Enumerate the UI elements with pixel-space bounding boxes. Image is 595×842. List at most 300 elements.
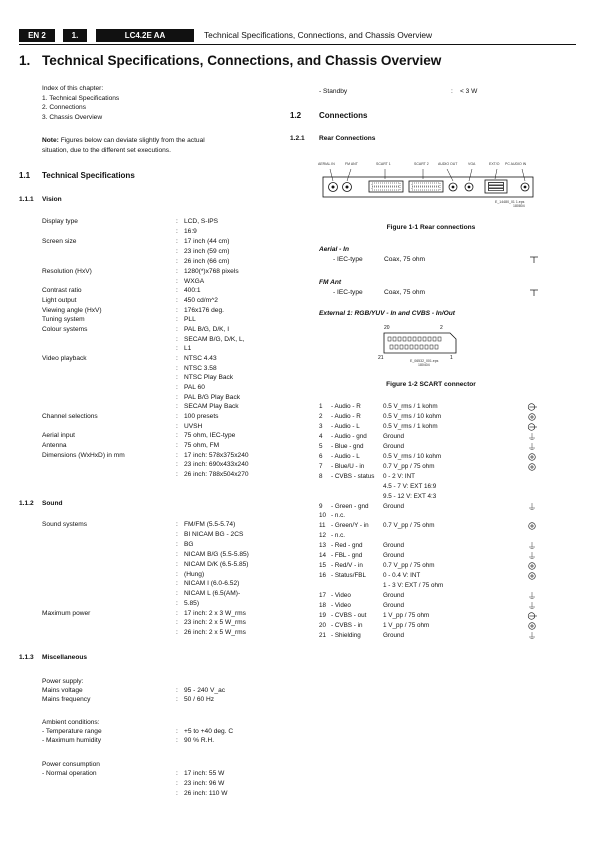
spec-value: 26 inch: 788x504x270	[184, 471, 249, 478]
spec-colon: :	[176, 687, 178, 694]
spec-colon: :	[176, 238, 178, 245]
output-icon	[527, 423, 537, 431]
scart-connector-figure	[378, 325, 468, 375]
spec-colon: :	[176, 728, 178, 735]
pin-signal: - Red/V - in	[331, 562, 363, 570]
spec-label: Ambient conditions:	[42, 719, 100, 726]
spec-colon: :	[176, 297, 178, 304]
spec-value: NICAM L (6.5(AM)-	[184, 590, 241, 597]
spec-value: PAL B/G Play Back	[184, 394, 241, 401]
pin-number: 1	[319, 403, 323, 410]
pin-signal: - n.c.	[331, 512, 345, 520]
ground-icon	[527, 592, 537, 600]
input-icon	[527, 453, 537, 461]
pin-level: Ground	[383, 502, 405, 510]
pin-level: 0.5 V_rms / 1 kohm	[383, 403, 438, 410]
scart-pin-row	[319, 621, 541, 631]
ground-icon	[527, 433, 537, 441]
spec-colon: :	[176, 307, 178, 314]
subsection-title: Vision	[42, 196, 62, 203]
pin-level: 1 - 3 V: EXT / 75 ohm	[383, 582, 444, 590]
spec-colon: :	[176, 336, 178, 343]
misc-row	[0, 695, 300, 705]
spec-colon: :	[176, 590, 178, 597]
ground-icon	[527, 632, 537, 640]
spec-value: 400:1	[184, 287, 201, 294]
scart-pin-label: 2	[440, 325, 443, 331]
spec-value: 17 inch (44 cm)	[184, 238, 230, 245]
pin-number: 21	[319, 631, 327, 639]
scart-pin-row	[319, 462, 541, 472]
spec-colon: :	[176, 258, 178, 265]
spec-label: Tuning system	[42, 316, 85, 323]
spec-colon: :	[176, 551, 178, 558]
spec-label: Mains voltage	[42, 687, 83, 694]
section-number: 1.1	[19, 171, 31, 180]
ground-icon	[527, 503, 537, 511]
spec-label: - Temperature range	[42, 728, 102, 735]
spec-label: Screen size	[42, 238, 77, 245]
misc-row	[0, 769, 300, 779]
scart-pin-row	[319, 551, 541, 561]
scart-pin-row	[319, 601, 541, 611]
pin-number: 11	[319, 522, 326, 530]
spec-row	[0, 470, 300, 480]
spec-value: 1280(*)x768 pixels	[184, 268, 239, 275]
pin-signal: - Blue/U - in	[331, 462, 365, 470]
spec-row	[0, 217, 300, 227]
spec-value: (Hung)	[184, 571, 205, 578]
spec-value: NTSC 3.58	[184, 365, 217, 372]
scart-pin-label: 1	[450, 355, 453, 361]
fm-value: Coax, 75 ohm	[384, 289, 426, 296]
misc-row	[0, 779, 300, 789]
pin-number: 12	[319, 532, 327, 540]
spec-value: +5 to +40 deg. C	[184, 728, 234, 735]
scart-pin-row	[319, 541, 541, 551]
spec-value: 17 inch: 55 W	[184, 770, 225, 777]
spec-colon: :	[176, 610, 178, 617]
spec-value: NTSC Play Back	[184, 374, 234, 381]
pin-level: 9.5 - 12 V: EXT 4:3	[383, 492, 437, 500]
rear-label-aerial: AERIAL IN	[318, 162, 335, 166]
spec-label: Power consumption	[42, 761, 100, 768]
chapter-title: Technical Specifications, Connections, and Chassis Overview	[42, 53, 442, 68]
spec-colon: :	[176, 580, 178, 587]
spec-label: Video playback	[42, 355, 87, 362]
spec-row	[0, 431, 300, 441]
ground-icon	[527, 443, 537, 451]
spec-value: 75 ohm, FM	[184, 442, 220, 449]
index-item: 2. Connections	[42, 104, 86, 111]
spec-colon: :	[176, 413, 178, 420]
spec-value: 450 cd/m^2	[184, 297, 218, 304]
spec-row	[0, 618, 300, 628]
spec-colon: :	[176, 384, 178, 391]
header-rule	[19, 44, 576, 45]
spec-row	[0, 599, 300, 609]
pin-number: 20	[319, 621, 327, 629]
scart-pin-row	[319, 442, 541, 452]
input-icon	[527, 562, 537, 570]
spec-value: NICAM D/K (6.5-5.85)	[184, 561, 249, 568]
antenna-icon	[529, 289, 539, 297]
spec-colon: :	[176, 541, 178, 548]
spec-label: Antenna	[42, 442, 67, 449]
pin-signal: - Green/Y - in	[331, 522, 369, 530]
spec-colon: :	[176, 326, 178, 333]
pin-level: 1 V_pp / 75 ohm	[383, 611, 430, 619]
spec-colon: :	[176, 737, 178, 744]
spec-row	[0, 540, 300, 550]
pin-signal: - Video	[331, 602, 351, 609]
rear-connections-figure	[317, 162, 545, 210]
pin-number: 14	[319, 552, 327, 560]
scart-pin-row	[319, 631, 541, 641]
pin-level: Ground	[383, 631, 405, 639]
spec-colon: :	[176, 268, 178, 275]
spec-value: 5.85)	[184, 600, 200, 607]
scart-pin-row	[319, 591, 541, 601]
fm-desc: - IEC-type	[333, 289, 363, 296]
spec-colon: :	[176, 696, 178, 703]
spec-label: Channel selections	[42, 413, 98, 420]
spec-row	[0, 315, 300, 325]
spec-value: NTSC 4.43	[184, 355, 217, 362]
section-title: Technical Specifications	[42, 171, 135, 180]
figure-code-date: 180804	[513, 204, 525, 208]
pin-level: 1 V_pp / 75 ohm	[383, 621, 430, 629]
pin-number: 18	[319, 602, 327, 609]
spec-value: 17 inch: 578x375x240	[184, 452, 249, 459]
figure-code: E_14480_01 1.eps	[495, 200, 525, 204]
spec-colon: :	[176, 345, 178, 352]
scart-pin-row	[319, 571, 541, 581]
pin-signal: - Audio - L	[331, 422, 360, 430]
section-number: 1.2	[290, 111, 302, 120]
pin-signal: - Audio - R	[331, 412, 361, 420]
spec-row	[0, 628, 300, 638]
spec-label: Maximum power	[42, 610, 91, 617]
spec-row	[0, 267, 300, 277]
spec-row	[0, 227, 300, 237]
scart-pin-row	[319, 561, 541, 571]
pin-level: Ground	[383, 542, 405, 550]
pin-number: 3	[319, 422, 323, 430]
subsection-title: Sound	[42, 500, 63, 507]
pin-level: Ground	[383, 592, 405, 600]
spec-value: PAL B/G, D/K, I	[184, 326, 230, 333]
pin-signal: - Red - gnd	[331, 542, 363, 550]
spec-colon: :	[176, 423, 178, 430]
scart-pin-row	[319, 402, 541, 412]
spec-row	[0, 286, 300, 296]
scart-pin-row	[319, 611, 541, 621]
rear-label-scart1: SCART 1	[376, 162, 391, 166]
pin-signal: - Status/FBL	[331, 572, 366, 580]
page-code-badge: EN 2	[19, 29, 55, 42]
scart-pin-row	[319, 492, 541, 502]
spec-value: 23 inch: 2 x 5 W_rms	[184, 619, 246, 626]
spec-label: Display type	[42, 218, 78, 225]
pin-number: 13	[319, 542, 327, 550]
spec-label: Sound systems	[42, 521, 88, 528]
external-1-title: External 1: RGB/YUV - In and CVBS - In/Out	[319, 310, 455, 317]
spec-value: 95 - 240 V_ac	[184, 687, 226, 694]
spec-colon: :	[176, 432, 178, 439]
spec-value: PAL 60	[184, 384, 205, 391]
pin-number: 7	[319, 462, 323, 470]
pin-signal: - Audio - L	[331, 452, 360, 460]
spec-value: L1	[184, 345, 192, 352]
spec-label: Resolution (HxV)	[42, 268, 92, 275]
scart-pin-row	[319, 482, 541, 492]
pin-level: 0 - 0.4 V: INT	[383, 572, 421, 580]
rear-label-ext: EXT/O	[489, 162, 500, 166]
spec-row	[0, 550, 300, 560]
spec-label: Colour systems	[42, 326, 88, 333]
spec-value: 23 inch: 96 W	[184, 780, 225, 787]
chapter-number-badge: 1.	[63, 29, 87, 42]
spec-colon: :	[176, 461, 178, 468]
spec-value: 23 inch (59 cm)	[184, 248, 230, 255]
spec-value: 23 inch: 690x433x240	[184, 461, 249, 468]
spec-value: FM/FM (5.5-5.74)	[184, 521, 236, 528]
pin-number: 2	[319, 412, 323, 420]
spec-colon: :	[176, 365, 178, 372]
pin-level: 0.7 V_pp / 75 ohm	[383, 522, 435, 530]
pin-number: 19	[319, 611, 327, 619]
aerial-value: Coax, 75 ohm	[384, 256, 426, 263]
pin-level: 0 - 2 V: INT	[383, 472, 415, 480]
spec-value: WXGA	[184, 278, 205, 285]
spec-colon: :	[176, 770, 178, 777]
scart-pin-row	[319, 432, 541, 442]
scart-pin-label: 21	[378, 355, 384, 361]
subsection-number: 1.1.3	[19, 654, 34, 661]
aerial-title: Aerial - In	[319, 246, 350, 253]
spec-label: Viewing angle (HxV)	[42, 307, 102, 314]
input-icon	[527, 522, 537, 530]
chapter-number: 1.	[19, 53, 31, 68]
subsection-title: Rear Connections	[319, 135, 376, 142]
ground-icon	[527, 542, 537, 550]
ground-icon	[527, 602, 537, 610]
spec-colon: :	[176, 228, 178, 235]
pin-signal: - CVBS - in	[331, 621, 363, 629]
rear-label-vga: VGA	[468, 162, 476, 166]
spec-value: 50 / 60 Hz	[184, 696, 215, 703]
pin-number: 16	[319, 572, 327, 580]
spec-colon: :	[176, 403, 178, 410]
spec-colon: :	[176, 571, 178, 578]
spec-label: Contrast ratio	[42, 287, 82, 294]
input-icon	[527, 622, 537, 630]
spec-value: 26 inch (66 cm)	[184, 258, 230, 265]
rear-label-pc-audio: PC AUDIO IN	[505, 162, 527, 166]
pin-number: 5	[319, 442, 323, 450]
spec-row	[0, 237, 300, 247]
output-icon	[527, 403, 537, 411]
spec-value: 26 inch: 110 W	[184, 790, 228, 797]
spec-value: 16:9	[184, 228, 197, 235]
rear-label-scart2: SCART 2	[414, 162, 429, 166]
spec-colon: :	[176, 316, 178, 323]
spec-row	[0, 560, 300, 570]
spec-colon: :	[176, 287, 178, 294]
pin-signal: - Blue - gnd	[331, 442, 364, 450]
spec-row	[0, 460, 300, 470]
spec-row	[0, 520, 300, 530]
spec-row	[0, 296, 300, 306]
input-icon	[527, 413, 537, 421]
figure-caption: Figure 1-1 Rear connections	[386, 224, 476, 231]
spec-label: Aerial input	[42, 432, 75, 439]
spec-row	[0, 441, 300, 451]
spec-row	[0, 402, 300, 412]
spec-colon: :	[176, 561, 178, 568]
pin-signal: - Audio - gnd	[331, 432, 367, 440]
pin-level: 0.5 V_rms / 10 kohm	[383, 452, 442, 460]
note-text-2: situation, due to the different set executions.	[42, 146, 171, 154]
spec-colon: :	[176, 452, 178, 459]
pin-signal: - n.c.	[331, 532, 345, 540]
spec-value: 75 ohm, IEC-type	[184, 432, 236, 439]
spec-colon: :	[176, 442, 178, 449]
pin-level: 4.5 - 7 V: EXT 16:9	[383, 482, 437, 490]
spec-label: Dimensions (WxHxD) in mm	[42, 452, 125, 459]
figure-code: E_06532_001.eps	[410, 359, 439, 363]
antenna-icon	[529, 256, 539, 264]
spec-value: 90 % R.H.	[184, 737, 215, 744]
misc-row	[0, 736, 300, 746]
index-item: 3. Chassis Overview	[42, 113, 103, 121]
pin-signal: - Video	[331, 592, 351, 600]
spec-label: - Normal operation	[42, 770, 97, 777]
note-block	[42, 136, 205, 155]
spec-row	[0, 579, 300, 589]
spec-colon: :	[176, 278, 178, 285]
output-icon	[527, 612, 537, 620]
scart-pin-row	[319, 412, 541, 422]
spec-value: BI NICAM BG - 2CS	[184, 531, 244, 538]
subsection-number: 1.1.2	[19, 500, 34, 507]
standby-colon: :	[451, 88, 453, 95]
pin-level: 0.7 V_pp / 75 ohm	[383, 462, 435, 470]
spec-colon: :	[176, 218, 178, 225]
index-block	[42, 84, 119, 122]
note-text: Figures below can deviate slightly from the actual	[58, 137, 205, 144]
spec-value: UVSH	[184, 423, 203, 430]
spec-row	[0, 530, 300, 540]
scart-pin-row	[319, 502, 541, 512]
spec-value: SECAM Play Back	[184, 403, 239, 410]
pin-signal: - Green - gnd	[331, 502, 369, 510]
spec-label: Mains frequency	[42, 696, 91, 703]
running-title: Technical Specifications, Connections, and Chassis Overview	[204, 30, 433, 40]
spec-row	[0, 373, 300, 383]
spec-colon: :	[176, 619, 178, 626]
index-heading: Index of this chapter:	[42, 85, 104, 92]
spec-colon: :	[176, 600, 178, 607]
scart-pin-row	[319, 472, 541, 482]
spec-row	[0, 344, 300, 354]
scart-pin-row	[319, 422, 541, 432]
spec-colon: :	[176, 374, 178, 381]
pin-level: 0.5 V_rms / 1 kohm	[383, 422, 438, 430]
standby-value: < 3 W	[460, 88, 478, 95]
note-label: Note:	[42, 137, 59, 144]
scart-connector-drawing	[378, 331, 458, 355]
standby-label: - Standby	[319, 88, 348, 95]
spec-value: LCD, S-IPS	[184, 218, 219, 225]
pin-signal: - Audio - R	[331, 403, 361, 410]
scart-pin-row	[319, 511, 541, 521]
spec-colon: :	[176, 471, 178, 478]
spec-label: - Maximum humidity	[42, 737, 101, 744]
spec-value: 26 inch: 2 x 5 W_rms	[184, 629, 246, 636]
rear-label-fm: FM ANT	[345, 162, 358, 166]
scart-pin-row	[319, 521, 541, 531]
spec-colon: :	[176, 629, 178, 636]
spec-label: Power supply:	[42, 678, 84, 685]
ground-icon	[527, 552, 537, 560]
fm-title: FM Ant	[319, 279, 342, 286]
pin-number: 15	[319, 562, 327, 570]
spec-value: NICAM I (6.0-6.52)	[184, 580, 240, 587]
spec-row	[0, 589, 300, 599]
spec-row	[0, 257, 300, 267]
index-item: 1. Technical Specifications	[42, 94, 120, 102]
pin-level: Ground	[383, 602, 405, 609]
spec-value: BG	[184, 541, 194, 548]
input-icon	[527, 463, 537, 471]
spec-value: 100 presets	[184, 413, 219, 420]
spec-colon: :	[176, 790, 178, 797]
spec-colon: :	[176, 394, 178, 401]
spec-row	[0, 412, 300, 422]
subsection-number: 1.1.1	[19, 196, 34, 203]
pin-level: Ground	[383, 552, 405, 560]
rear-label-audio-out: AUDIO OUT	[438, 162, 458, 166]
pin-level: Ground	[383, 432, 405, 440]
spec-value: PLL	[184, 316, 196, 323]
spec-value: 17 inch: 2 x 3 W_rms	[184, 610, 246, 617]
spec-colon: :	[176, 355, 178, 362]
pin-number: 17	[319, 592, 327, 600]
spec-colon: :	[176, 531, 178, 538]
pin-number: 4	[319, 432, 323, 440]
pin-level: 0.7 V_pp / 75 ohm	[383, 562, 435, 570]
spec-row	[0, 383, 300, 393]
subsection-title: Miscellaneous	[42, 654, 88, 661]
aerial-desc: - IEC-type	[333, 256, 363, 263]
spec-value: 176x176 deg.	[184, 307, 224, 314]
input-icon	[527, 572, 537, 580]
spec-label: Light output	[42, 297, 77, 304]
spec-colon: :	[176, 780, 178, 787]
spec-colon: :	[176, 521, 178, 528]
pin-number: 10	[319, 512, 327, 520]
scart-pin-row	[319, 452, 541, 462]
spec-row	[0, 247, 300, 257]
pin-signal: - CVBS - out	[331, 611, 367, 619]
pin-number: 8	[319, 472, 323, 480]
scart-pin-label: 20	[384, 325, 390, 331]
figure-code-date: 180404	[418, 363, 430, 367]
subsection-number: 1.2.1	[290, 135, 305, 142]
section-title: Connections	[319, 111, 368, 120]
